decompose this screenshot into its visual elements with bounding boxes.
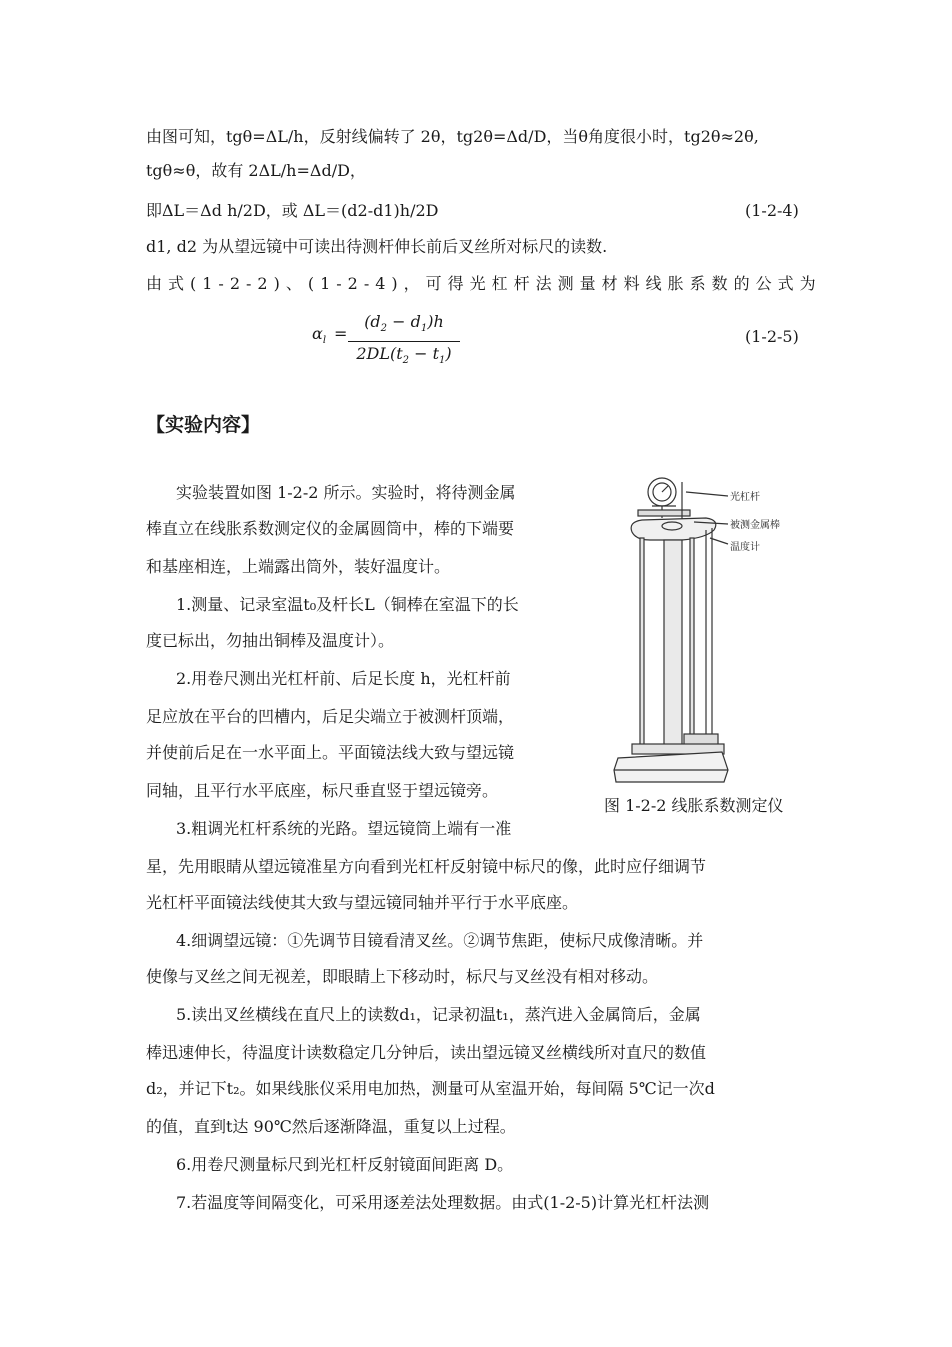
formula-denominator: $2DL(t_2 - t_1)$ [356, 344, 452, 367]
body-paragraph-line: 度已标出，勿抽出铜棒及温度计）。 [146, 631, 395, 650]
body-paragraph-line: 足应放在平台的凹槽内，后足尖端立于被测杆顶端， [146, 707, 515, 726]
linear-expansion-apparatus-drawing [610, 470, 810, 785]
body-paragraph-line: d₂，并记下t₂。如果线胀仪采用电加热，测量可从室温开始，每间隔 5℃记一次d [146, 1079, 715, 1098]
fraction-bar [348, 341, 460, 342]
derivation-line-4: d1, d2 为从望远镜中可读出待测杆伸长前后叉丝所对标尺的读数. [146, 237, 608, 256]
formula-numerator: $(d_2 - d_1)h$ [364, 312, 444, 335]
formula-lhs: $\alpha_l$ [312, 324, 327, 347]
formula-equals: = [334, 324, 348, 343]
derivation-line-5: 由式(1-2-2)、(1-2-4)，可得光杠杆法测量材料线胀系数的公式为 [146, 274, 822, 293]
body-paragraph-line: 实验装置如图 1-2-2 所示。实验时，将待测金属 [176, 483, 516, 502]
body-paragraph-line: 6.用卷尺测量标尺到光杠杆反射镜面间距离 D。 [176, 1155, 514, 1174]
body-paragraph-line: 棒直立在线胀系数测定仪的金属圆筒中，棒的下端要 [146, 519, 515, 538]
body-paragraph-line: 光杠杆平面镜法线使其大致与望远镜同轴并平行于水平底座。 [146, 893, 579, 912]
body-paragraph-line: 的值，直到t达 90℃然后逐渐降温，重复以上过程。 [146, 1117, 516, 1136]
formula-fraction [348, 312, 460, 371]
body-paragraph-line: 3.粗调光杠杆系统的光路。望远镜筒上端有一准 [176, 819, 512, 838]
equation-number-1-2-4: (1-2-4) [745, 201, 799, 220]
body-paragraph-line: 同轴，且平行水平底座，标尺垂直竖于望远镜旁。 [146, 781, 499, 800]
label-optical-lever: 光杠杆 [730, 492, 760, 503]
derivation-line-3: 即ΔL＝Δd h/2D，或 ΔL＝(d2-d1)h/2D [146, 201, 439, 220]
body-paragraph-line: 棒迅速伸长，待温度计读数稳定几分钟后，读出望远镜叉丝横线所对直尺的数值 [146, 1043, 707, 1062]
section-heading: 【实验内容】 [146, 414, 261, 436]
apparatus-figure [610, 470, 810, 789]
body-paragraph-line: 7.若温度等间隔变化，可采用逐差法处理数据。由式(1-2-5)计算光杠杆法测 [176, 1193, 710, 1212]
figure-caption: 图 1-2-2 线胀系数测定仪 [604, 796, 784, 815]
body-paragraph-line: 使像与叉丝之间无视差，即眼睛上下移动时，标尺与叉丝没有相对移动。 [146, 967, 659, 986]
body-paragraph-line: 和基座相连，上端露出筒外，装好温度计。 [146, 557, 451, 576]
body-paragraph-line: 5.读出叉丝横线在直尺上的读数d₁，记录初温t₁，蒸汽进入金属筒后，金属 [176, 1005, 701, 1024]
equation-number-1-2-5: (1-2-5) [745, 327, 799, 346]
derivation-line-1: 由图可知，tgθ=ΔL/h，反射线偏转了 2θ，tg2θ=Δd/D，当θ角度很小时，tg2θ≈2θ, [146, 127, 759, 146]
label-metal-rod: 被测金属棒 [730, 520, 780, 531]
body-paragraph-line: 4.细调望远镜：①先调节目镜看清叉丝。②调节焦距，使标尺成像清晰。并 [176, 931, 704, 950]
derivation-line-2: tgθ≈θ，故有 2ΔL/h=Δd/D， [146, 161, 366, 180]
label-thermometer: 温度计 [730, 542, 760, 553]
body-paragraph-line: 1.测量、记录室温t₀及杆长L（铜棒在室温下的长 [176, 595, 519, 614]
body-paragraph-line: 并使前后足在一水平面上。平面镜法线大致与望远镜 [146, 743, 515, 762]
body-paragraph-line: 星，先用眼睛从望远镜准星方向看到光杠杆反射镜中标尺的像，此时应仔细调节 [146, 857, 707, 876]
body-paragraph-line: 2.用卷尺测出光杠杆前、后足长度 h，光杠杆前 [176, 669, 511, 688]
